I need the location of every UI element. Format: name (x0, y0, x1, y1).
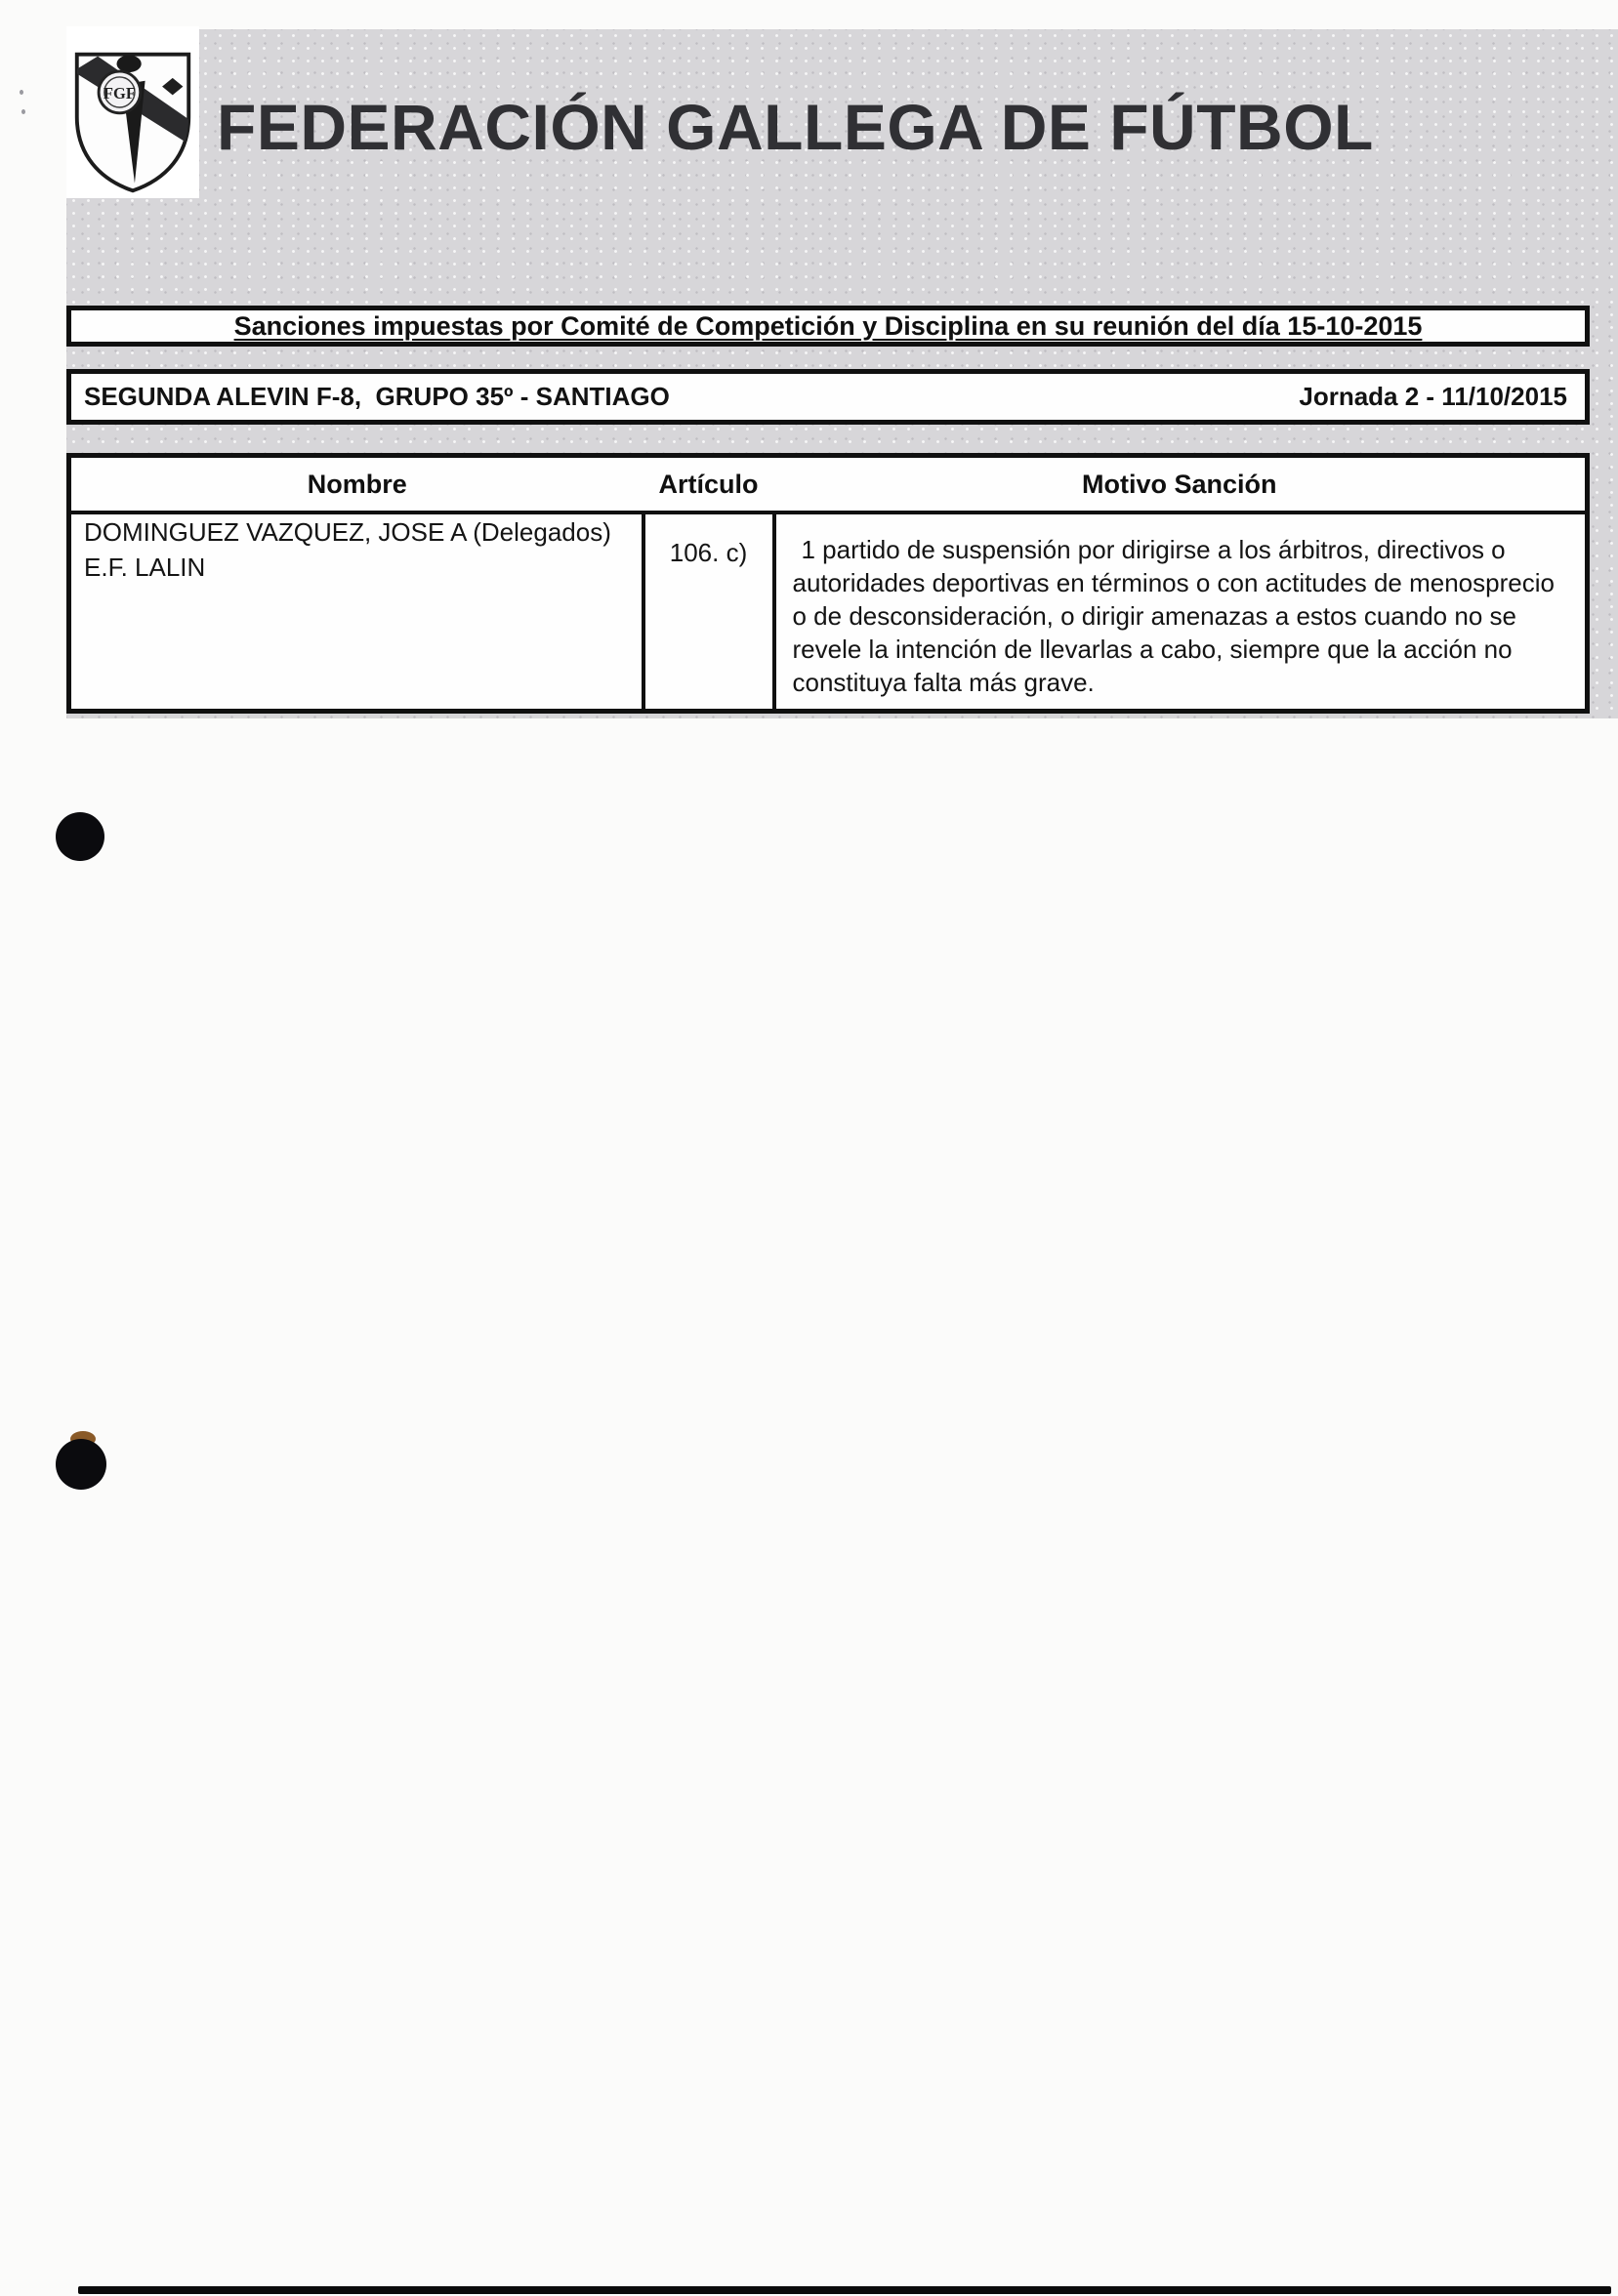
federation-logo (66, 26, 199, 198)
cell-nombre (69, 512, 643, 712)
sanctions-title-box (66, 306, 1590, 347)
federation-shield-icon (69, 48, 196, 196)
org-name: FEDERACIÓN GALLEGA DE FÚTBOL (217, 91, 1374, 163)
jornada-label: Jornada 2 - 11/10/2015 (1299, 382, 1567, 411)
punch-hole-bottom (56, 1439, 106, 1490)
sanctions-title: Sanciones impuestas por Comité de Competición y Disciplina en su reunión del día 15-10-2015 (233, 310, 1423, 341)
scan-edge-bar (78, 2286, 1611, 2294)
col-header-motivo: Motivo Sanción (774, 456, 1588, 513)
scan-speck (21, 109, 25, 114)
motivo-text: 1 partido de suspensión por dirigirse a los árbitros, directivos o autoridades deportivas en términos o con actitudes de menosprecio o de desconsideración, o dirigir amenazas a estos cuando no se revele la intención de llevarlas a cabo, siempre que la acción no constituya falta más grave. (792, 535, 1555, 697)
scan-speck (20, 90, 23, 95)
sanctioned-person-club: E.F. LALIN (84, 553, 206, 582)
cell-motivo (774, 512, 1588, 712)
cell-articulo (643, 512, 774, 712)
sanctions-table (66, 453, 1590, 714)
punch-hole-top (56, 812, 104, 861)
articulo-value: 106. c) (669, 538, 748, 567)
col-header-nombre: Nombre (69, 456, 643, 513)
col-header-articulo: Artículo (643, 456, 774, 513)
table-row (69, 512, 1588, 712)
logo-monogram: FGF (103, 84, 136, 103)
group-bar (66, 369, 1590, 425)
table-header-row (69, 456, 1588, 513)
sanctioned-person-name: DOMINGUEZ VAZQUEZ, JOSE A (Delegados) (84, 517, 611, 547)
group-label: SEGUNDA ALEVIN F-8, GRUPO 35º - SANTIAGO (84, 382, 670, 411)
